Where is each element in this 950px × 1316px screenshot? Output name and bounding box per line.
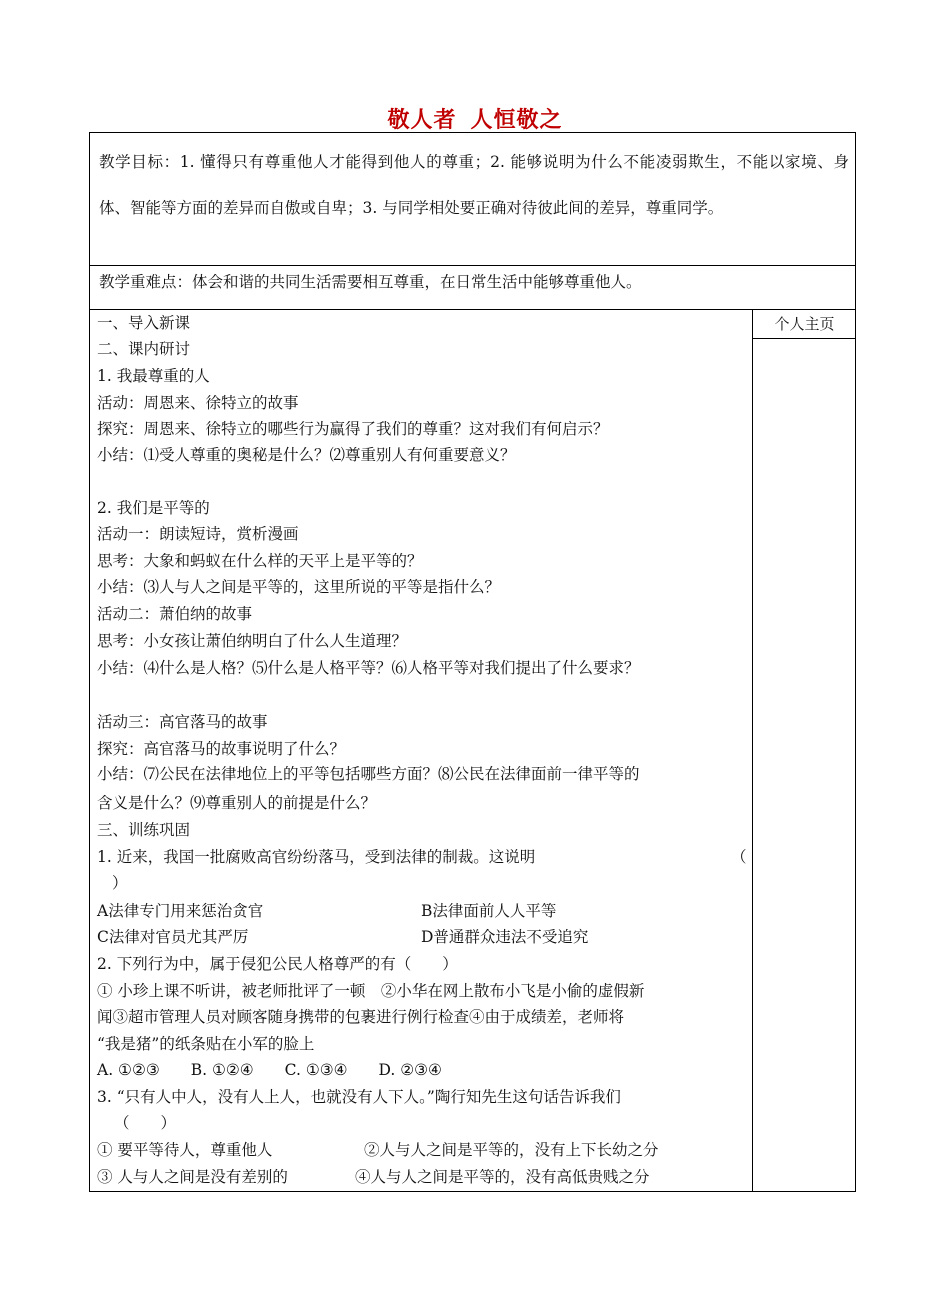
teaching-key-points: 教学重难点：体会和谐的共同生活需要相互尊重，在日常生活中能够尊重他人。 bbox=[99, 273, 642, 291]
option-d: D普通群众违法不受追究 bbox=[421, 928, 589, 946]
question-2: 2. 下列行为中，属于侵犯公民人格尊严的有（ ） bbox=[97, 955, 458, 973]
think-line: 思考：小女孩让萧伯纳明白了什么人生道理？ bbox=[97, 632, 408, 650]
side-header: 个人主页 bbox=[753, 309, 856, 339]
question-3-paren: （ ） bbox=[114, 1114, 177, 1132]
question-3: 3. “只有人中人，没有人上人，也就没有人下人。”陶行知先生这句话告诉我们 bbox=[97, 1088, 621, 1106]
summary-line: 小结：⑷什么是人格？⑸什么是人格平等？⑹人格平等对我们提出了什么要求？ bbox=[97, 659, 640, 677]
section-study: 二、课内研讨 bbox=[97, 340, 191, 358]
summary-line: 小结：⑺公民在法律地位上的平等包括哪些方面？⑻公民在法律面前一律平等的 bbox=[97, 765, 640, 783]
section-practice: 三、训练巩固 bbox=[97, 821, 191, 839]
summary-line: 小结：⑴受人尊重的奥秘是什么？⑵尊重别人有何重要意义？ bbox=[97, 446, 516, 464]
question-1: 1. 近来，我国一批腐败高官纷纷落马，受到法律的制裁。这说明 bbox=[97, 848, 536, 866]
topic-2-heading: 2. 我们是平等的 bbox=[97, 499, 210, 517]
topic-1-heading: 1. 我最尊重的人 bbox=[97, 367, 210, 385]
question-3-choice-1: ① 要平等待人，尊重他人 bbox=[97, 1141, 273, 1159]
activity-3-line: 活动三：高官落马的故事 bbox=[97, 713, 268, 731]
activity-1-line: 活动一：朗读短诗，赏析漫画 bbox=[97, 525, 299, 543]
activity-line: 活动：周恩来、徐特立的故事 bbox=[97, 394, 299, 412]
explore-line: 探究：高官落马的故事说明了什么？ bbox=[97, 740, 346, 758]
question-2-choices-cont: 闻③超市管理人员对顾客随身携带的包裹进行例行检查④由于成绩差，老师将 bbox=[97, 1008, 625, 1026]
question-3-choice-2: ②人与人之间是平等的，没有上下长幼之分 bbox=[364, 1141, 659, 1159]
summary-line-cont: 含义是什么？⑼尊重别人的前提是什么？ bbox=[97, 794, 377, 812]
option-a: A法律专门用来惩治贪官 bbox=[97, 902, 264, 920]
question-1-paren-open: （ bbox=[731, 848, 747, 866]
question-2-choices-cont: “我是猪”的纸条贴在小军的脸上 bbox=[97, 1035, 315, 1053]
question-3-choice-4: ④人与人之间是平等的，没有高低贵贱之分 bbox=[355, 1168, 650, 1186]
explore-line: 探究：周恩来、徐特立的哪些行为赢得了我们的尊重？这对我们有何启示？ bbox=[97, 420, 609, 438]
title-part2: 人恒敬之 bbox=[470, 108, 563, 133]
side-column bbox=[752, 309, 856, 1192]
teaching-goals: 教学目标：1. 懂得只有尊重他人才能得到他人的尊重；2. 能够说明为什么不能凌弱欺生，不能以家境、身体、智能等方面的差异而自傲或自卑；3. 与同学相处要正确对待彼此间的差异，尊重同学。 bbox=[99, 153, 849, 217]
section-intro: 一、导入新课 bbox=[97, 314, 191, 332]
question-2-choices: ① 小珍上课不听讲，被老师批评了一顿 ②小华在网上散布小飞是小偷的虚假新 bbox=[97, 982, 645, 1000]
activity-2-line: 活动二：萧伯纳的故事 bbox=[97, 605, 253, 623]
question-2-options: A. ①②③ B. ①②④ C. ①③④ D. ②③④ bbox=[97, 1061, 442, 1079]
question-3-choice-3: ③ 人与人之间是没有差别的 bbox=[97, 1168, 288, 1186]
title-part1: 敬人者 bbox=[387, 108, 457, 133]
option-c: C法律对官员尤其严厉 bbox=[97, 928, 249, 946]
option-b: B法律面前人人平等 bbox=[421, 902, 557, 920]
question-1-paren-close: ） bbox=[112, 874, 128, 892]
page-title bbox=[0, 103, 950, 134]
summary-line: 小结：⑶人与人之间是平等的，这里所说的平等是指什么？ bbox=[97, 578, 501, 596]
think-line: 思考：大象和蚂蚁在什么样的天平上是平等的？ bbox=[97, 552, 423, 570]
